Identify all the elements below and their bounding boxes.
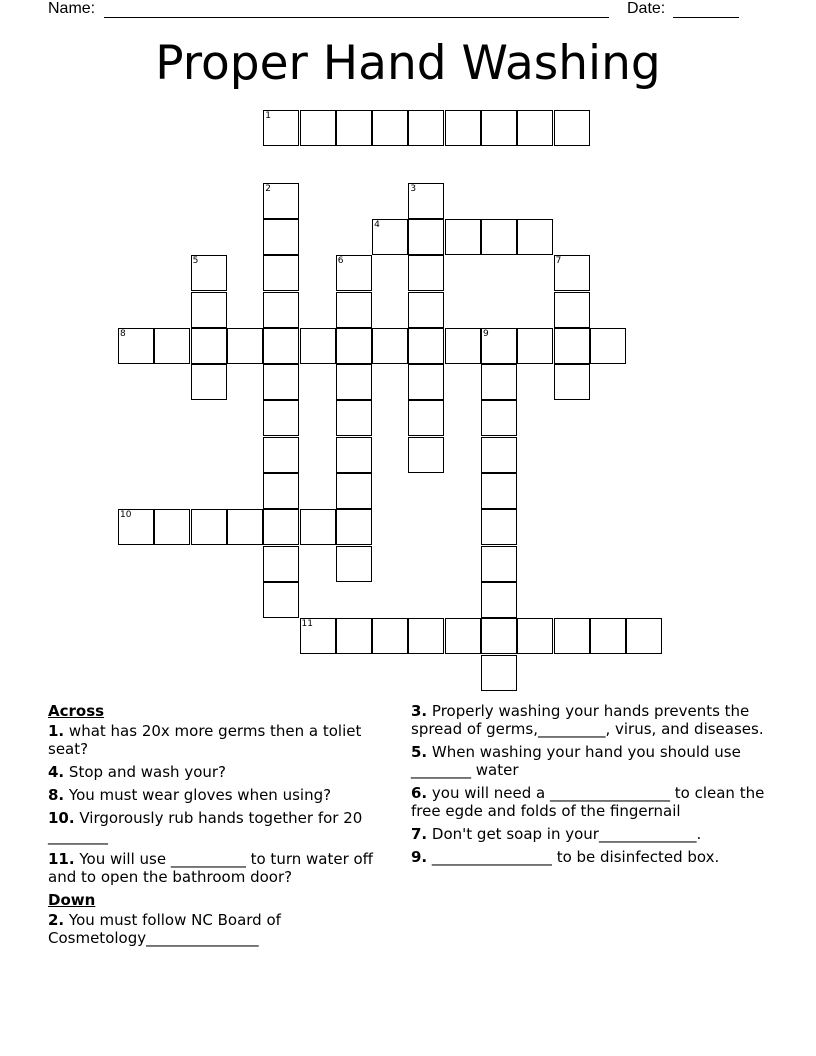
- clue-number: 1.: [48, 722, 65, 740]
- grid-cell[interactable]: [481, 473, 517, 509]
- clue-number: 11.: [48, 850, 75, 868]
- grid-cell[interactable]: [336, 437, 372, 473]
- clue-across-8: [48, 786, 403, 804]
- grid-cell[interactable]: [517, 328, 553, 364]
- date-label: Date:: [627, 0, 666, 17]
- grid-cell[interactable]: [554, 328, 590, 364]
- grid-cell[interactable]: [372, 618, 408, 654]
- cell-number: 7: [555, 256, 562, 267]
- clue-down-3: [411, 702, 771, 738]
- clue-text: You will use __________ to turn water off and to open the bathroom door?: [48, 850, 374, 886]
- clue-text: what has 20x more germs then a toliet seat?: [48, 722, 362, 758]
- grid-cell[interactable]: [517, 219, 553, 255]
- grid-cell[interactable]: [263, 437, 299, 473]
- grid-cell[interactable]: [227, 328, 263, 364]
- grid-cell[interactable]: [408, 219, 444, 255]
- grid-cell[interactable]: [408, 364, 444, 400]
- grid-cell[interactable]: [481, 364, 517, 400]
- grid-cell[interactable]: [263, 110, 299, 146]
- clue-across-1: [48, 722, 403, 758]
- grid-cell[interactable]: [408, 110, 444, 146]
- grid-cell[interactable]: [263, 328, 299, 364]
- grid-cell[interactable]: [263, 364, 299, 400]
- grid-cell[interactable]: [408, 328, 444, 364]
- clue-number: 2.: [48, 911, 65, 929]
- grid-cell[interactable]: [445, 328, 481, 364]
- grid-cell[interactable]: [408, 183, 444, 219]
- clue-number: 5.: [411, 743, 428, 761]
- grid-cell[interactable]: [191, 292, 227, 328]
- grid-cell[interactable]: [191, 255, 227, 291]
- grid-cell[interactable]: [481, 618, 517, 654]
- across-heading: Across: [48, 702, 105, 720]
- grid-cell[interactable]: [481, 582, 517, 618]
- grid-cell[interactable]: [445, 110, 481, 146]
- clue-number: 8.: [48, 786, 65, 804]
- cell-number: 2: [265, 183, 271, 194]
- clue-number: 7.: [411, 825, 428, 843]
- clue-down-5: [411, 743, 771, 779]
- grid-cell[interactable]: [336, 400, 372, 436]
- clue-number: 3.: [411, 702, 428, 720]
- grid-cell[interactable]: [481, 546, 517, 582]
- grid-cell[interactable]: [590, 618, 626, 654]
- cell-number: 9: [483, 328, 489, 339]
- grid-cell[interactable]: [481, 509, 517, 545]
- grid-cell[interactable]: [154, 328, 190, 364]
- grid-cell[interactable]: [408, 437, 444, 473]
- cell-number: 8: [120, 328, 126, 339]
- grid-cell[interactable]: [263, 509, 299, 545]
- clue-down-9: [411, 848, 771, 866]
- clue-down-7: [411, 825, 771, 843]
- grid-cell[interactable]: [191, 364, 227, 400]
- grid-cell[interactable]: [481, 437, 517, 473]
- clue-text: Properly washing your hands prevents the spread of germs,_________, virus, and diseases.: [411, 702, 764, 738]
- grid-cell[interactable]: [626, 618, 662, 654]
- grid-cell[interactable]: [408, 618, 444, 654]
- grid-cell[interactable]: [481, 655, 517, 691]
- grid-cell[interactable]: [554, 292, 590, 328]
- grid-cell[interactable]: [372, 219, 408, 255]
- grid-cell[interactable]: [263, 582, 299, 618]
- grid-cell[interactable]: [118, 509, 154, 545]
- grid-cell[interactable]: [481, 110, 517, 146]
- clue-number: 10.: [48, 809, 75, 827]
- grid-cell[interactable]: [554, 110, 590, 146]
- clue-text: Don't get soap in your_____________.: [431, 825, 702, 843]
- grid-cell[interactable]: [336, 328, 372, 364]
- clue-across-11: [48, 850, 403, 886]
- grid-cell[interactable]: [336, 546, 372, 582]
- cell-number: 3: [410, 183, 417, 194]
- grid-cell[interactable]: [517, 618, 553, 654]
- clue-text: Stop and wash your?: [68, 763, 227, 781]
- cell-number: 10: [120, 510, 132, 521]
- grid-cell[interactable]: [118, 328, 154, 364]
- grid-cell[interactable]: [263, 473, 299, 509]
- clue-text: Virgorously rub hands together for 20 ________: [48, 809, 363, 845]
- clue-down-6: [411, 784, 771, 820]
- grid-cell[interactable]: [372, 110, 408, 146]
- grid-cell[interactable]: [154, 509, 190, 545]
- grid-cell[interactable]: [590, 328, 626, 364]
- grid-cell[interactable]: [336, 509, 372, 545]
- grid-cell[interactable]: [408, 255, 444, 291]
- grid-cell[interactable]: [481, 400, 517, 436]
- grid-cell[interactable]: [263, 400, 299, 436]
- grid-cell[interactable]: [554, 364, 590, 400]
- cell-number: 1: [265, 111, 271, 121]
- grid-cell[interactable]: [554, 255, 590, 291]
- clue-number: 4.: [48, 763, 65, 781]
- grid-cell[interactable]: [263, 255, 299, 291]
- grid-cell[interactable]: [336, 292, 372, 328]
- clue-text: You must wear gloves when using?: [68, 786, 332, 804]
- grid-cell[interactable]: [227, 509, 263, 545]
- down-heading: Down: [48, 891, 96, 909]
- cell-number: 4: [374, 219, 380, 230]
- grid-cell[interactable]: [336, 473, 372, 509]
- clues-right-column: [411, 702, 771, 871]
- grid-cell[interactable]: [336, 110, 372, 146]
- grid-cell[interactable]: [481, 219, 517, 255]
- grid-cell[interactable]: [300, 618, 336, 654]
- clue-across-10: [48, 809, 403, 845]
- grid-cell[interactable]: [517, 110, 553, 146]
- grid-cell[interactable]: [445, 618, 481, 654]
- grid-cell[interactable]: [336, 618, 372, 654]
- grid-cell[interactable]: [191, 328, 227, 364]
- grid-cell[interactable]: [191, 509, 227, 545]
- clue-number: 6.: [411, 784, 428, 802]
- grid-cell[interactable]: [372, 328, 408, 364]
- clue-text: When washing your hand you should use ________ water: [411, 743, 741, 779]
- cell-number: 5: [192, 256, 199, 267]
- grid-cell[interactable]: [336, 364, 372, 400]
- grid-cell[interactable]: [408, 400, 444, 436]
- cell-number: 11: [301, 619, 313, 630]
- grid-cell[interactable]: [300, 110, 336, 146]
- grid-cell[interactable]: [300, 509, 336, 545]
- clue-number: 9.: [411, 848, 428, 866]
- grid-cell[interactable]: [263, 292, 299, 328]
- clue-across-4: [48, 763, 403, 781]
- grid-cell[interactable]: [263, 546, 299, 582]
- grid-cell[interactable]: [263, 219, 299, 255]
- name-label: Name:: [48, 0, 96, 17]
- grid-cell[interactable]: [408, 292, 444, 328]
- clues-left-column: [48, 702, 403, 952]
- clue-text: ________________ to be disinfected box.: [431, 848, 720, 866]
- grid-cell[interactable]: [481, 328, 517, 364]
- cell-number: 6: [337, 256, 344, 267]
- clue-text: you will need a ________________ to clean the free egde and folds of the fingernail: [411, 784, 765, 820]
- grid-cell[interactable]: [300, 328, 336, 364]
- grid-cell[interactable]: [554, 618, 590, 654]
- grid-cell[interactable]: [445, 219, 481, 255]
- grid-cell[interactable]: [263, 183, 299, 219]
- grid-cell[interactable]: [336, 255, 372, 291]
- clue-text: You must follow NC Board of Cosmetology_______________: [48, 911, 281, 947]
- page-title: Proper Hand Washing: [155, 36, 661, 91]
- clue-down-2: [48, 911, 403, 947]
